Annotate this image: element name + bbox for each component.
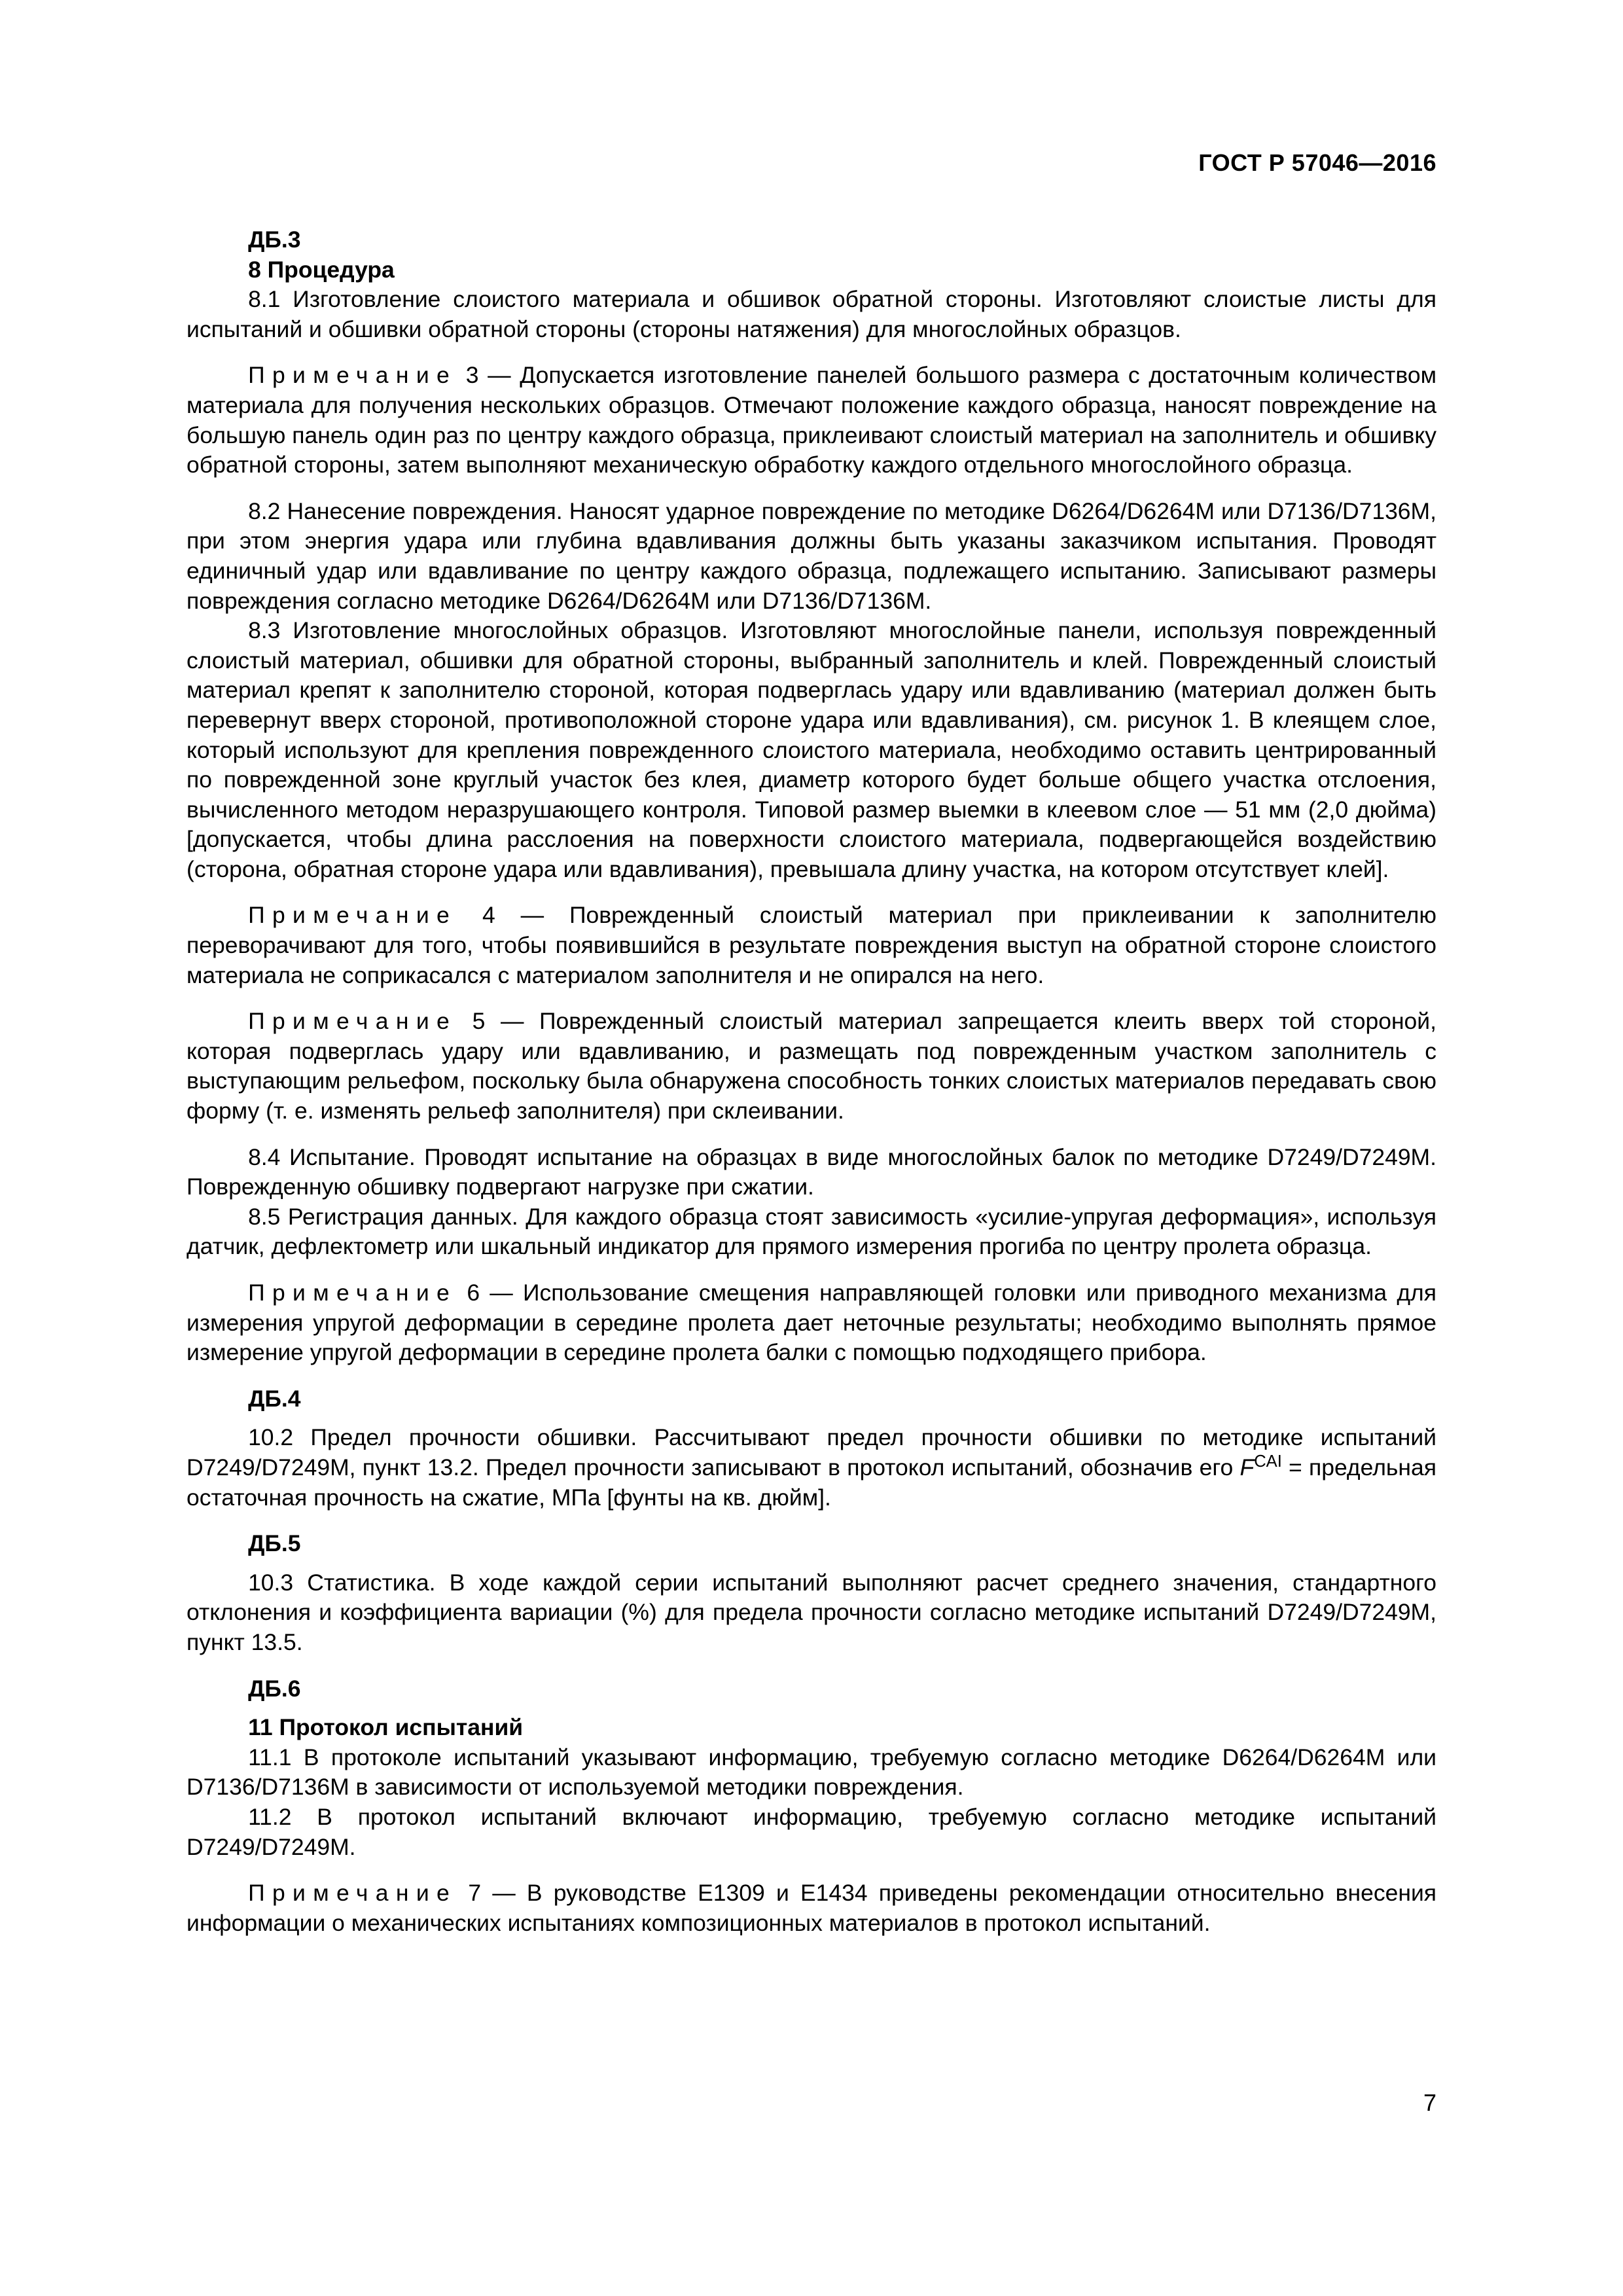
note-7: [187, 1878, 1436, 1938]
note-label: Примечание: [248, 1880, 457, 1907]
section-id-db6: ДБ.6: [248, 1675, 301, 1702]
note-label: Примечание: [248, 1280, 457, 1306]
note-text: 3 — Допускается изготовление панелей большого размера с достаточным количеством материала для получения нескольких образцов. Отмечают положение каждого образца, наносят повреждение на большую панель один раз по центру каждого образца, приклеивают слоистый материал на заполнитель и обшивку обратной стороны, затем выполняют механическую обработку каждого отдельного многослойного образца.: [187, 362, 1436, 478]
paragraph-8-2: 8.2 Нанесение повреждения. Наносят ударное повреждение по методике D6264/D6264M или D7136/D7136M, при этом энергия удара или глубина вдавливания должны быть указаны заказчиком испытания. Проводят единичный удар или вдавливание по центру каждого образца, подлежащего испытанию. Записывают размеры повреждения согласно методике D6264/D6264M или D7136/D7136M.: [187, 497, 1436, 614]
note-text: 5 — Поврежденный слоистый материал запрещается клеить вверх той стороной, которая подверглась удару или вдавливанию, и размещать под поврежденным участком заполнитель с выступающим рельефом, поскольку была обнаружена способность тонких слоистых материалов передавать свою форму (т. е. изменять рельеф заполнителя) при склеивании.: [187, 1008, 1436, 1124]
section-title-test-report: 11 Протокол испытаний: [248, 1714, 524, 1741]
section-id-db4: ДБ.4: [248, 1385, 301, 1412]
paragraph-8-3: 8.3 Изготовление многослойных образцов. Изготовляют многослойные панели, используя поврежденный слоистый материал, обшивки для обратной стороны, выбранный заполнитель и клей. Поврежденный слоистый материал крепят к заполнителю стороной, которая подверглась удару или вдавливанию (материал должен быть перевернут вверх стороной, противоположной стороне удара или вдавливания), см. рисунок 1. В клеящем слое, который используют для крепления поврежденного слоистого материала, необходимо оставить центрированный по поврежденной зоне круглый участок без клея, диаметр которого будет больше общего участка отслоения, вычисленного методом неразрушающего контроля. Типовой размер выемки в клеевом слое — 51 мм (2,0 дюйма) [допускается, чтобы длина расслоения на поверхности слоистого материала, подвергающейся воздействию (сторона, обратная стороне удара или вдавливания), превышала длину участка, на котором отсутствует клей].: [187, 617, 1436, 882]
note-text: 4 — Поврежденный слоистый материал при приклеивании к заполнителю переворачивают для того, чтобы появившийся в результате повреждения выступ на обратной стороне слоистого материала не соприкасался с материалом заполнителя и не опирался на него.: [187, 902, 1436, 988]
section-id-db5: ДБ.5: [248, 1530, 301, 1557]
page-number: 7: [1423, 2089, 1436, 2116]
paragraph-10-2-end: = предельная остаточная прочность на сжатие, МПа [фунты на кв. дюйм].: [187, 1454, 1436, 1511]
strength-symbol-superscript: CAI: [1254, 1452, 1282, 1471]
note-4: [187, 901, 1436, 990]
note-3: [187, 361, 1436, 480]
document-body: [187, 223, 1436, 1938]
note-label: Примечание: [248, 362, 457, 389]
paragraph-8-1: 8.1 Изготовление слоистого материала и обшивок обратной стороны. Изготовляют слоистые листы для испытаний и обшивки обратной стороны (стороны натяжения) для многослойных образцов.: [187, 286, 1436, 342]
paragraph-11-2: 11.2 В протокол испытаний включают информацию, требуемую согласно методике испытаний D7249/D7249M.: [187, 1803, 1436, 1860]
note-label: Примечание: [248, 902, 457, 929]
paragraph-8-4: 8.4 Испытание. Проводят испытание на образцах в виде многослойных балок по методике D7249/D7249M. Поврежденную обшивку подвергают нагрузке при сжатии.: [187, 1143, 1436, 1200]
strength-symbol: F: [1240, 1454, 1255, 1480]
note-text: 7 — В руководстве E1309 и E1434 приведены рекомендации относительно внесения информации о механических испытаниях композиционных материалов в протокол испытаний.: [187, 1880, 1436, 1936]
paragraph-10-3: 10.3 Статистика. В ходе каждой серии испытаний выполняют расчет среднего значения, стандартного отклонения и коэффициента вариации (%) для предела прочности согласно методике испытаний D7249/D7249M, пункт 13.5.: [187, 1569, 1436, 1655]
standard-code-header: ГОСТ Р 57046—2016: [1198, 149, 1436, 176]
paragraph-10-2: [187, 1423, 1436, 1513]
section-title-procedure: 8 Процедура: [248, 256, 395, 283]
note-text: 6 — Использование смещения направляющей головки или приводного механизма для измерения упругой деформации в середине пролета дает неточные результаты; необходимо выполнять прямое измерение упругой деформации в середине пролета балки с помощью подходящего прибора.: [187, 1280, 1436, 1366]
note-label: Примечание: [248, 1008, 457, 1035]
paragraph-8-5: 8.5 Регистрация данных. Для каждого образца стоят зависимость «усилие-упругая деформация», используя датчик, дефлектометр или шкальный индикатор для прямого измерения прогиба по центру пролета образца.: [187, 1203, 1436, 1260]
note-6: [187, 1278, 1436, 1368]
paragraph-10-2-start: 10.2 Предел прочности обшивки. Рассчитывают предел прочности обшивки по методике испытаний D7249/D7249M, пункт 13.2. Предел прочности записывают в протокол испытаний, обозначив его: [187, 1424, 1436, 1480]
note-5: [187, 1007, 1436, 1126]
paragraph-11-1: 11.1 В протоколе испытаний указывают информацию, требуемую согласно методике D6264/D6264M или D7136/D7136M в зависимости от используемой методики повреждения.: [187, 1744, 1436, 1801]
section-id-db3: ДБ.3: [248, 226, 301, 253]
